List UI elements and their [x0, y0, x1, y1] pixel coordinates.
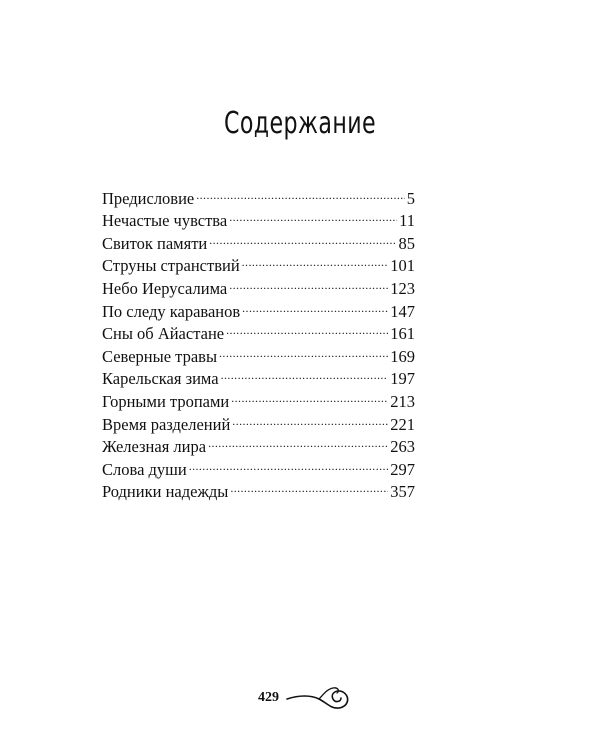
dot-leader	[226, 317, 388, 340]
dot-leader	[221, 362, 389, 385]
toc-entry-page: 123	[390, 278, 415, 298]
dot-leader	[242, 294, 388, 317]
toc-entry	[102, 181, 415, 208]
toc-entry-title: Горными тропами	[102, 391, 230, 411]
toc-entry-title: По следу караванов	[102, 301, 241, 321]
toc-entry-title: Слова души	[102, 459, 187, 479]
toc-entry-page: 357	[390, 482, 415, 502]
dot-leader	[196, 181, 405, 204]
dot-leader	[219, 339, 388, 362]
toc-entry-page: 5	[406, 188, 415, 208]
toc-entry-page: 101	[390, 256, 415, 276]
toc-entry-page: 213	[390, 391, 415, 411]
toc-entry-title: Время разделений	[102, 414, 231, 434]
toc-entry-title: Свиток памяти	[102, 233, 208, 253]
dot-leader	[229, 204, 397, 227]
toc-entry-title: Сны об Айастане	[102, 324, 225, 344]
dot-leader	[209, 226, 396, 249]
page-number: 429	[258, 690, 279, 705]
flourish-icon	[285, 683, 353, 713]
toc-entry-title: Северные травы	[102, 346, 218, 366]
toc-entry-title: Родники надежды	[102, 482, 229, 502]
toc-entry-page: 147	[390, 301, 415, 321]
dot-leader	[229, 271, 388, 294]
toc-entry-title: Небо Иерусалима	[102, 278, 228, 298]
toc-entry-page: 11	[399, 211, 415, 231]
page-footer	[258, 683, 353, 713]
dot-leader	[189, 452, 389, 475]
dot-leader	[231, 384, 388, 407]
toc-entry-page: 161	[390, 324, 415, 344]
page-title: Содержание	[223, 106, 377, 142]
toc-entry-title: Карельская зима	[102, 369, 219, 389]
dot-leader	[230, 475, 388, 498]
toc-entry-title: Струны странствий	[102, 256, 240, 276]
toc-entry-title: Железная лира	[102, 437, 207, 457]
dot-leader	[242, 249, 389, 272]
toc-entry-page: 169	[390, 346, 415, 366]
toc-entry-page: 263	[390, 437, 415, 457]
toc-entry-title: Предисловие	[102, 188, 195, 208]
table-of-contents	[102, 181, 415, 502]
toc-entry-title: Нечастые чувства	[102, 211, 228, 231]
toc-entry-page: 297	[390, 459, 415, 479]
dot-leader	[232, 407, 388, 430]
toc-entry-page: 197	[390, 369, 415, 389]
dot-leader	[208, 430, 388, 453]
toc-entry-page: 85	[398, 233, 415, 253]
toc-entry-page: 221	[390, 414, 415, 434]
